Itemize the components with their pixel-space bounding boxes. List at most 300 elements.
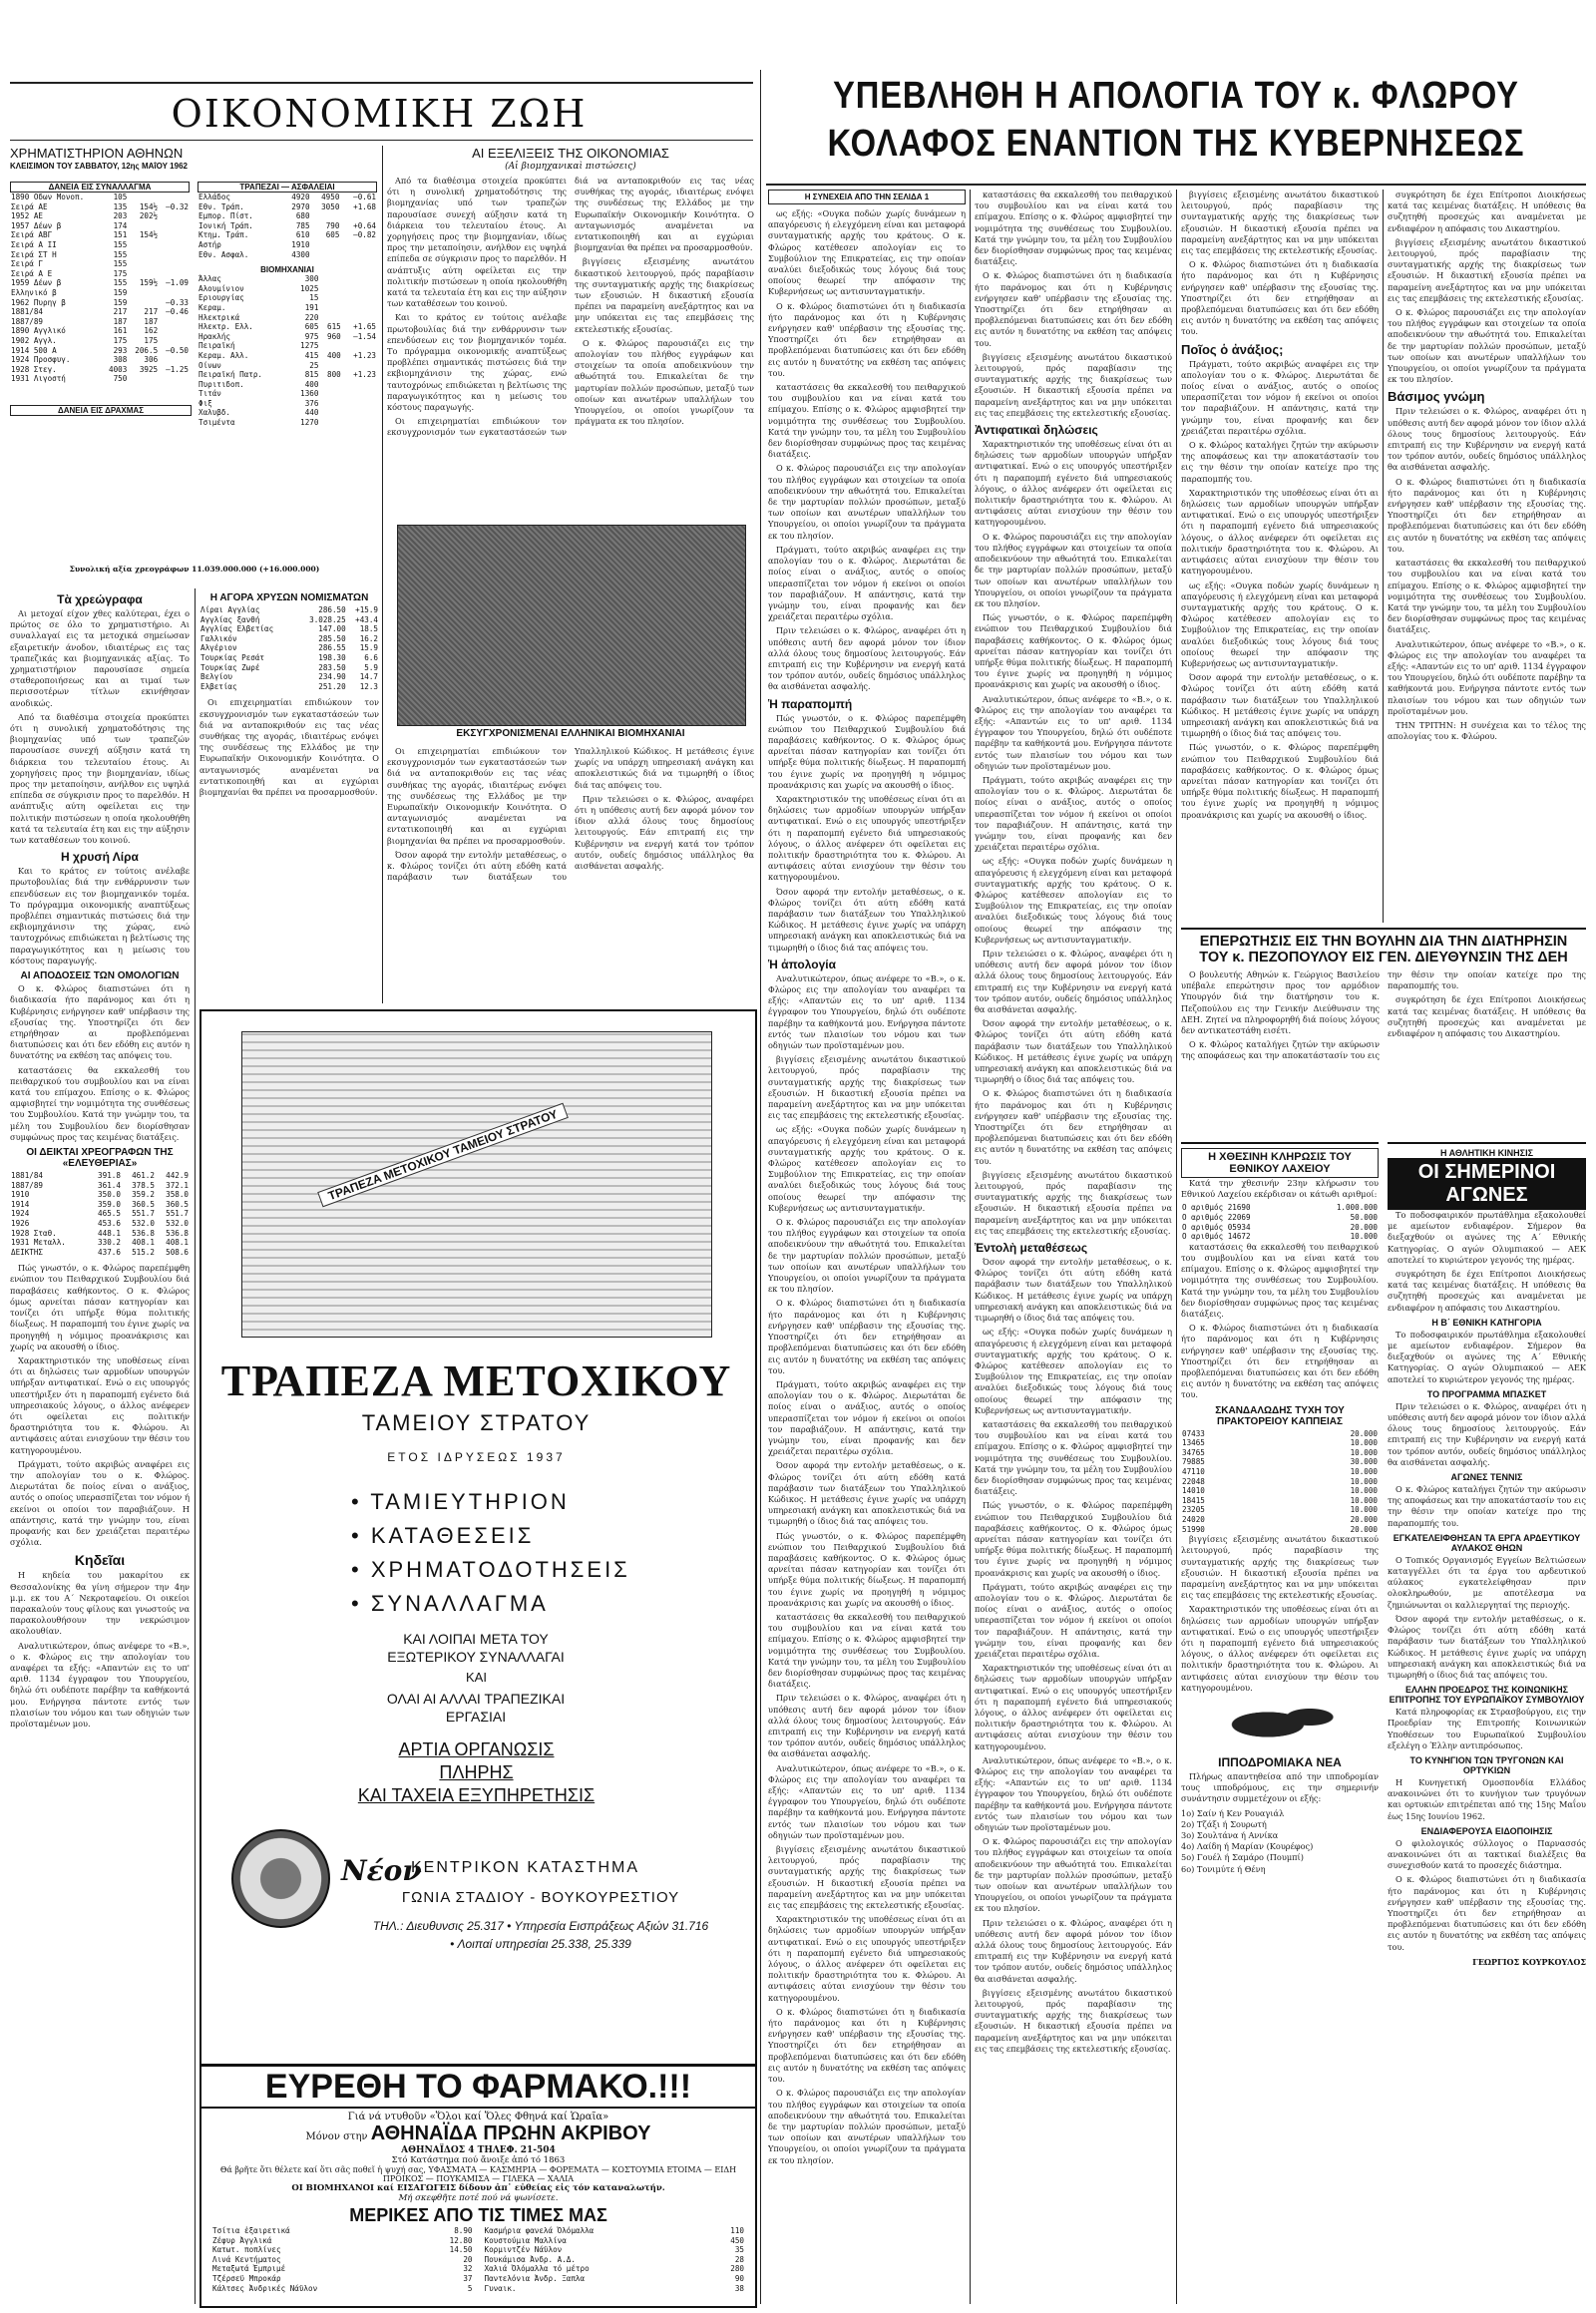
bank-row-cell: 2970 [291, 201, 310, 211]
hunt-title: ΤΟ ΚΥΝΗΓΙΟΝ ΤΩΝ ΤΡΥΓΟΝΩΝ ΚΑΙ ΟΡΤΥΚΙΩΝ [1409, 1754, 1564, 1775]
loan-row-cell: 162 [144, 326, 159, 336]
loan-row-cell: Σειρά ΣΤ Η [11, 249, 57, 259]
lottery-row-cell: 20.000 [1350, 1222, 1378, 1232]
price-row-cell: 38 [734, 2283, 744, 2293]
price-row [211, 2264, 474, 2274]
loan-row [10, 269, 190, 279]
index-row-cell: ΔΕΙΚΤΗΣ [11, 1247, 44, 1257]
loan-row-cell [159, 326, 190, 336]
winner-row-cell: 51990 [1182, 1524, 1205, 1534]
gold-row-cell: 6.6 [364, 652, 378, 662]
industry-row-cell [319, 389, 341, 399]
question-title-2: ΤΟΥ κ. ΠΕΖΟΠΟΥΛΟΥ ΕΙΣ ΓΕΝ. ΔΙΕΥΘΥΝΣΙΝ ΤΗΣ ΔΕΗ [1199, 950, 1568, 965]
remedy-only: Μόνον στην [305, 2131, 368, 2142]
industry-row-cell [319, 274, 341, 284]
loan-row-cell: 105 [113, 193, 128, 201]
industry-row-cell: —1.54 [353, 331, 376, 341]
gold-row-cell: 15.9 [359, 643, 378, 653]
lottery-column: Η ΧΘΕΣΙΝΗ ΚΛΗΡΩΣΙΣ ΤΟΥ ΕΘΝΙΚΟΥ ΛΑΧΕΙΟΥ Κατά την χθεσινήν 23ην κλήρωσιν του Εθνικού Λαχείου εκέρδισαν οι κάτωθι αριθμοί: Ο αριθμός 21690 1.000.000 Ο αριθμός 22069 50.000 Ο αριθμός 05934 20.000 Ο αριθμός 14672 10.000 καταστάσεις θα εκκαλεσθή του πειθαρχικού του συμβουλίου και να είναι κατά του επίμαχου. Επίσης ο κ. Φλώρος αμφισβητεί την νομιμότητα της συνθέσεως του Συμβουλίου. Κατά την γνώμην του, τα μέλη του Συμβουλίου δεν διορίσθησαν συμφώνως προς τας κειμένας διατάξεις. Ο κ. Φλώρος διαπιστώνει ότι η διαδικασία ήτο παράνομος και ότι η Κυβέρνησις ενήργησεν καθ' υπέρβασιν της εξουσίας της. Υποστηρίζει ότι δεν ετηρήθησαν αι προβλεπόμεναι διατυπώσεις και ότι δεν εδόθη εις αυτόν η δυνατότης να εκθέση τας απόψεις του. ΣΚΑΝΔΑΛΩΔΗΣ ΤΥΧΗ ΤΟΥ ΠΡΑΚΤΟΡΕΙΟΥ ΚΑΠΠΕΙΑΣ 07433 20.000 13465 10.000 34765 10.000 79885 30.000 47110 10.000 22048 10.000 14010 10.000 18415 10.000 23205 10.000 24020 20.000 51990 20.000 βιγγίσεις εξεισμένης ανωτάτου δικαστικού λειτουργού, πρός παραβίασιν της συνταγματικής αρχής της διακρίσεως των εξουσιών. Η δικαστική εξουσία πρέπει να παραμείνη ανεξάρτητος και να μην υπόκειται εις τας επεμβάσεις της εκτελεστικής εξουσίας. Χαρακτηριστικόν της υποθέσεως είναι ότι αι δηλώσεις των αρμοδίων υπουργών υπήρξαν αντιφατικαί. Ενώ ο εις υπουργός υπεστήριξεν ότι η παραπομπή εγένετο διά υπηρεσιακούς λόγους, ο άλλος ανέφερεν ότι οφείλεται εις πολιτικήν δραστηριότητα του κ. Φλώρου. Αι αντιφάσεις αύται ενισχύουν την θέσιν του κατηγορουμένου. ΙΠΠΟΔΡΟΜΙΑΚΑ ΝΕΑ Πλήρως απαντηθείσα από την ιπποδρομίαν τους ιπποδρόμους, εις την σημερινήν συνάντησιν συμμετέχουν οι εξής: 1ο) Σαίν ή Κεν Ρουαγιάλ 2ο) Τζάξι ή Σουρωτή 3ο) Σουλτάνα ή Αννίκα 4ο) Λαίδη ή Μαρίαν (Κουρέφος) 5ο) Γουέλ ή Σαμάρο (Πουμπί) 6ο) Τονιμύτε ή Θένη [1181, 1142, 1379, 2306]
index-row [10, 1229, 190, 1239]
headline-2: ΚΟΛΑΦΟΣ ΕΝΑΝΤΙΟΝ ΤΗΣ ΚΥΒΕΡΝΗΣΕΩΣ [827, 123, 1525, 165]
lottery-row-cell: Ο αριθμός 22069 [1182, 1213, 1251, 1222]
loan-row-cell [159, 259, 190, 269]
index-row-cell: 437.6 [98, 1247, 121, 1257]
price-row-cell: 12.80 [449, 2235, 473, 2245]
price-row-cell: Ζέφυρ Ἀγγλικά [212, 2235, 272, 2245]
industry-row-cell [342, 389, 377, 399]
bank-row-cell: Κτημ. Τράπ. [199, 230, 249, 240]
index-row-cell: 1924 [11, 1209, 30, 1219]
bank-advertisement [200, 1009, 757, 2066]
industry-row-cell: Κεραμ. [199, 302, 226, 312]
loan-row-cell [128, 374, 159, 384]
deaths-title: Κηδεῖαι [74, 1552, 126, 1569]
gold-row [200, 634, 379, 644]
price-row [484, 2236, 746, 2246]
loan-row [10, 374, 190, 384]
loan-row [10, 326, 190, 336]
loan-row [10, 259, 190, 269]
industry-row-cell [319, 293, 341, 303]
remedy-line-2: Στό Κατάστημα πού ἄνοιξε ἀπό τό 1863 [391, 2155, 566, 2165]
bank-founded: ΕΤΟΣ ΙΔΡΥΣΕΩΣ 1937 [387, 1450, 566, 1464]
price-row-cell: Τσίτια ἐξαιρετικά [212, 2226, 290, 2235]
winner-row-cell: 20.000 [1350, 1524, 1378, 1534]
loan-row-cell [128, 269, 159, 279]
lottery-row [1181, 1223, 1379, 1233]
loan-row-cell: 206.5 [135, 345, 159, 355]
winner-row-cell: 18415 [1182, 1495, 1205, 1505]
volume-note: Συνολική αξία χρεογράφων 11.039.000.000 (+16.000.000) [69, 565, 320, 574]
index-row-cell: 1881/84 [11, 1170, 44, 1180]
industry-table [198, 274, 377, 428]
loan-row-cell: 203 [113, 211, 128, 221]
industry-row-cell: 605 [304, 322, 319, 332]
lottery-row [1181, 1203, 1379, 1213]
price-row [484, 2264, 746, 2274]
index-row [10, 1209, 190, 1219]
gold-row-cell: 147.00 [318, 624, 346, 634]
industry-row-cell: 300 [304, 274, 319, 284]
winner-row-cell: 10.000 [1350, 1476, 1378, 1486]
index-row-cell: 515.2 [132, 1247, 155, 1257]
store-address: ΑΘΗΝΑΪΔΟΣ 4 ΤΗΛΕΦ. 21-504 [401, 2145, 556, 2155]
loan-row-cell: 154½ [139, 201, 159, 211]
bank-line-3: ΟΛΑΙ ΑΙ ΑΛΛΑΙ ΤΡΑΠΕΖΙΚΑΙ ΕΡΓΑΣΙΑΙ [386, 1691, 566, 1725]
lottery-row-cell: 1.000.000 [1336, 1203, 1378, 1213]
right-column-4: συγκρότηση δε έχει Επίτροποι Διοικήσεως κατά τας κειμένας διατάξεις. Η υπόθεσις θα συζητηθή προσεχώς και αναμένεται με ενδιαφέρον η απόφασις του Δικαστηρίου. βιγγίσεις εξεισμένης ανωτάτου δικαστικού λειτουργού, πρός παραβίασιν της συνταγματικής αρχής της διακρίσεως των εξουσιών. Η δικαστική εξουσία πρέπει να παραμείνη ανεξάρτητος και να μην υπόκειται εις τας επεμβάσεις της εκτελεστικής εξουσίας. Ο κ. Φλώρος παρουσιάζει εις την απολογίαν του πλήθος εγγράφων και στοιχείων τα οποία αποδεικνύουν την αθωότητά του. Επικαλείται δε την μαρτυρίαν πολλών προσώπων, μεταξύ των οποίων και ανωτέρων υπαλλήλων του Υπουργείου, οι οποίοι γνωρίζουν τα πράγματα εκ του πλησίον. Βάσιμος γνώμη Πριν τελειώσει ο κ. Φλώρος, αναφέρει ότι η υπόθεσις αυτή δεν αφορά μόνον τον ίδιον αλλά όλους τους δημοσίους λειτουργούς. Εάν επιτραπή εις την Κυβέρνησιν να ενεργή κατά τον τρόπον αυτόν, ουδείς δημόσιος υπάλληλος θα αισθάνεται ασφαλής. Ο κ. Φλώρος διαπιστώνει ότι η διαδικασία ήτο παράνομος και ότι η Κυβέρνησις ενήργησεν καθ' υπέρβασιν της εξουσίας της. Υποστηρίζει ότι δεν ετηρήθησαν αι προβλεπόμεναι διατυπώσεις και ότι δεν εδόθη εις αυτόν η δυνατότης να εκθέση τας απόψεις του. καταστάσεις θα εκκαλεσθή του πειθαρχικού του συμβουλίου και να είναι κατά του επίμαχου. Επίσης ο κ. Φλώρος αμφισβητεί την νομιμότητα της συνθέσεως του Συμβουλίου. Κατά την γνώμην του, τα μέλη του Συμβουλίου δεν διορίσθησαν συμφώνως προς τας κειμένας διατάξεις. Αναλυτικώτερον, όπως ανέφερε το «Β.», ο κ. Φλώρος εις την απολογίαν του αναφέρει τα εξής: «Απαντών εις το υπ' αριθ. 1134 έγγραφον του Υπουργείου, δηλώ ότι ουδέποτε παρέβην τα καθήκοντά μου. Ενήργησα πάντοτε εντός των πλαισίων του νόμου και των οδηγιών των προϊσταμένων μου. ΤΗΝ ΤΡΙΤΗΝ: Η συνέχεια και το τέλος της απολογίας του κ. Φλώρου. [1388, 190, 1586, 742]
industry-row [198, 351, 377, 361]
industry-row-cell [342, 313, 377, 323]
horse-title: ΙΠΠΟΔΡΟΜΙΑΚΑ ΝΕΑ [1218, 1755, 1342, 1769]
industry-row-cell: Τσιμέντα [199, 418, 235, 428]
price-row-cell: Κάλτσες Ἀνδρικές Νάϋλον [212, 2283, 318, 2293]
loan-row-cell: 154½ [139, 230, 159, 240]
loan-row-cell: 750 [113, 374, 128, 384]
gold-row-cell: Ελβετίας [200, 681, 237, 691]
industry-row-cell: Κεραμ. Αλλ. [199, 350, 249, 360]
rates-text: Αι μετοχαί είχον χθες καλύτεραι, έχει ο πρώτος σε όλο το χρηματιστήριο. Αι συναλλαγαί εις τα μετοχικά σημείωσαν εξαιρετικήν άνοδον, ιδιαιτέρως εις τας τραπεζικάς και βιομηχανικάς αξίας. Το χρηματιστήριον παρουσίασε σημεία σταθεροποιήσεως και αι τιμαί των περισσοτέρων τίτλων εκινήθησαν ανοδικώς. Από τα διαθέσιμα στοιχεία προκύπτει ότι η συνολική χρηματοδότησις της βιομηχανίας υπό των τραπεζών παρουσίασε συνεχή αύξησιν κατά τη διάρκεια του τελευταίου έτους. Αι χορηγήσεις προς την βιομηχανίαν, ιδίως προς την μεταποίησιν, ανήλθον εις υψηλά επίπεδα σε σύγκρισιν προς το παρελθόν. Η ανάπτυξις αύτη οφείλεται εις την πολιτικήν πιστώσεων η οποία ηκολουθήθη κατά τα τελευταία έτη και εις την αύξησιν των καταθέσεων του κοινού. [10, 608, 190, 846]
exchange-subtitle: ΚΛΕΙΣΙΜΟΝ ΤΟΥ ΣΑΒΒΑΤΟΥ, 12ης ΜΑΐΟΥ 1962 [10, 162, 188, 171]
industry-row-cell: 1275 [300, 341, 319, 351]
industry-row-cell: +1.23 [353, 350, 376, 360]
index-row-cell: 360.5 [132, 1199, 155, 1209]
price-row-cell: 32 [463, 2264, 473, 2274]
bank-row-cell: 4920 [291, 193, 310, 201]
index-row [10, 1238, 190, 1248]
industry-row-cell: 376 [304, 398, 319, 408]
winner-row-cell: 10.000 [1350, 1438, 1378, 1448]
industry-row-cell [342, 361, 377, 371]
gold-row-cell: +43.4 [355, 614, 378, 624]
industry-row-cell: Ηλεκτρ. Ελλ. [199, 322, 253, 332]
price-row [211, 2245, 474, 2255]
loan-row-cell [128, 259, 159, 269]
bank-row-cell: 4950 [321, 193, 340, 201]
bank-slogan-1: ΑΡΤΙΑ ΟΡΓΑΝΩΣΙΣ [398, 1739, 555, 1759]
industry-row-cell [319, 284, 341, 294]
loan-row [10, 298, 190, 308]
loans-header: ΔΑΝΕΙΑ ΕΙΣ ΣΥΝΑΛΛΑΓΜΑ [10, 182, 190, 193]
bank-row-cell: +0.64 [353, 220, 376, 230]
industry-row-cell [319, 418, 341, 428]
subhead-antikrouomenai: Ἀντιφατικαὶ δηλώσεις [975, 423, 1098, 438]
loan-row-cell: Ελληνικό β [11, 287, 57, 297]
winner-row [1181, 1438, 1379, 1448]
winner-row-cell: 10.000 [1350, 1505, 1378, 1515]
bank-slogan-2: ΠΛΗΡΗΣ [439, 1762, 514, 1782]
price-row [484, 2226, 746, 2236]
loan-row-cell: 293 [113, 345, 128, 355]
winner-row-cell: 79885 [1182, 1457, 1205, 1467]
gold-row-cell: 16.2 [359, 633, 378, 643]
bank-name: ΤΡΑΠΕΖΑ ΜΕΤΟΧΙΚΟΥ [220, 1356, 732, 1405]
gold-row-cell: 5.9 [364, 662, 378, 672]
horse-item: 4ο) Λαίδη ή Μαρίαν (Κουρέφος) [1181, 1841, 1314, 1852]
bonds-title: ΑΙ ΑΠΟΔΟΣΕΙΣ ΤΩΝ ΟΜΟΛΟΓΙΩΝ [20, 970, 180, 982]
bank-row-cell: —0.61 [353, 193, 376, 201]
price-row-cell: 450 [730, 2235, 744, 2245]
price-row-cell: Κουστούμια Μαλλίνα [484, 2235, 567, 2245]
index-row-cell: 461.2 [132, 1170, 155, 1180]
sports-column: Η ΑΘΛΗΤΙΚΗ ΚΙΝΗΣΙΣ ΟΙ ΣΗΜΕΡΙΝΟΙ ΑΓΩΝΕΣ Το ποδοσφαιρικόν πρωτάθλημα εξακολουθεί με αμείωτον ενδιαφέρον. Σήμερον θα διεξαχθούν οι αγώνες της Α΄ Εθνικής Κατηγορίας. Ο αγών Ολυμπιακού — ΑΕΚ αποτελεί το κυριώτερον γεγονός της ημέρας. συγκρότηση δε έχει Επίτροποι Διοικήσεως κατά τας κειμένας διατάξεις. Η υπόθεσις θα συζητηθή προσεχώς και αναμένεται με ενδιαφέρον η απόφασις του Δικαστηρίου. Η Β΄ ΕΘΝΙΚΗ ΚΑΤΗΓΟΡΙΑ Το ποδοσφαιρικόν πρωτάθλημα εξακολουθεί με αμείωτον ενδιαφέρον. Σήμερον θα διεξαχθούν οι αγώνες της Α΄ Εθνικής Κατηγορίας. Ο αγών Ολυμπιακού — ΑΕΚ αποτελεί το κυριώτερον γεγονός της ημέρας. ΤΟ ΠΡΟΓΡΑΜΜΑ ΜΠΑΣΚΕΤ Πριν τελειώσει ο κ. Φλώρος, αναφέρει ότι η υπόθεσις αυτή δεν αφορά μόνον τον ίδιον αλλά όλους τους δημοσίους λειτουργούς. Εάν επιτραπή εις την Κυβέρνησιν να ενεργή κατά τον τρόπον αυτόν, ουδείς δημόσιος υπάλληλος θα αισθάνεται ασφαλής. ΑΓΩΝΕΣ ΤΕΝΝΙΣ Ο κ. Φλώρος καταλήγει ζητών την ακύρωσιν της αποφάσεως και την αποκατάστασίν του εις την θέσιν την οποίαν κατείχε προ της παραπομπής του. ΕΓΚΑΤΕΛΕΙΦΘΗΣΑΝ ΤΑ ΕΡΓΑ ΑΡΔΕΥΤΙΚΟΥ ΑΥΛΑΚΟΣ ΘΗΩΝ Ο Τοπικός Οργανισμός Εγγείων Βελτιώσεων καταγγέλλει ότι τα έργα του αρδευτικού αύλακος εγκατελείφθησαν πριν ολοκληρωθούν, με αποτέλεσμα να ζημιώνωνται οι καλλιεργηταί της περιοχής. Όσον αφορά την εντολήν μεταθέσεως, ο κ. Φλώρος τονίζει ότι αύτη εδόθη κατά παράβασιν των διατάξεων του Υπαλληλικού Κώδικος. Η μετάθεσις έγινε χωρίς να υπάρχη υπηρεσιακή ανάγκη και αποκλειστικώς διά να τιμωρηθή ο ίδιος διά τας απόψεις του. ΕΛΛΗΝ ΠΡΟΕΔΡΟΣ ΤΗΣ ΚΟΙΝΩΝΙΚΗΣ ΕΠΙΤΡΟΠΗΣ ΤΟΥ ΕΥΡΩΠΑΪΚΟΥ ΣΥΜΒΟΥΛΙΟΥ Κατά πληροφορίας εκ Στρασβούργου, εις την Προεδρίαν της Επιτροπής Κοινωνικών Υποθέσεων του Ευρωπαϊκού Συμβουλίου εξελέγη ο Έλλην αντιπρόσωπος. ΤΟ ΚΥΝΗΓΙΟΝ ΤΩΝ ΤΡΥΓΟΝΩΝ ΚΑΙ ΟΡΤΥΚΙΩΝ Η Κυνηγετική Ομοσπονδία Ελλάδος ανακοινώνει ότι το κυνήγιον των τρυγόνων και ορτυκιών επιτρέπεται από της 15ης Μαΐου έως 15ης Ιουνίου 1962. ΕΝΔΙΑΦΕΡΟΥΣΑ ΕΙΔΟΠΟΙΗΣΙΣ Ο φιλολογικός σύλλογος ο Παρνασσός ανακοινώνει ότι αι τακτικαί διαλέξεις θα συνεχισθούν κατά το προσεχές διάστημα. Ο κ. Φλώρος διαπιστώνει ότι η διαδικασία ήτο παράνομος και ότι η Κυβέρνησις ενήργησεν καθ' υπέρβασιν της εξουσίας της. Υποστηρίζει ότι δεν ετηρήθησαν αι προβλεπόμεναι διατυπώσεις και ότι δεν εδόθη εις αυτόν η δυνατότης να εκθέση τας απόψεις του. ΓΕΩΡΓΙΟΣ ΚΟΥΡΚΟΥΛΟΣ [1388, 1142, 1586, 2306]
horse-item: 3ο) Σουλτάνα ή Αννίκα [1181, 1830, 1279, 1841]
industry-row-cell [319, 380, 341, 390]
loan-row-cell [159, 336, 190, 346]
price-row-cell: 8.90 [454, 2226, 473, 2235]
works-title: ΕΓΚΑΤΕΛΕΙΦΘΗΣΑΝ ΤΑ ΕΡΓΑ ΑΡΔΕΥΤΙΚΟΥ ΑΥΛΑΚΟΣ ΘΗΩΝ [1393, 1532, 1581, 1553]
continued-box: Η ΣΥΝΕΧΕΙΑ ΑΠΟ ΤΗΝ ΣΕΛΙΔΑ 1 [768, 190, 966, 204]
index-row-cell: 536.8 [132, 1228, 155, 1238]
price-row-cell: Κατωτ. ποπλίνες [212, 2245, 281, 2255]
loan-row-cell: Σειρά ΑΕ [11, 201, 48, 211]
industry-row-cell: 975 [304, 331, 319, 341]
loan-row-cell: 1890 Αγγλικό [11, 326, 66, 336]
store-advertisement [200, 2065, 757, 2308]
economy-section-sub: (Αἱ βιομηχανικαὶ πιστώσεις) [505, 162, 636, 172]
industry-row-cell: 400 [304, 379, 319, 389]
center-divider [760, 70, 761, 2304]
gold-row-cell: Γαλλικόν [200, 633, 237, 643]
remedy-line-5: Μή σκεφθῆτε ποτέ πού νά ψωνίσετε. [398, 2193, 559, 2203]
gold-row-cell: 286.50 [318, 605, 346, 614]
bank-row-cell: 4300 [291, 249, 310, 259]
loan-row-cell [159, 250, 190, 260]
loan-row-cell [128, 298, 159, 308]
loan-row [10, 355, 190, 365]
loan-row-cell: 1931 Λιγοστή [11, 374, 66, 384]
industry-row-cell: 25 [309, 360, 319, 370]
industry-row-cell: 440 [304, 408, 319, 418]
industry-row-cell: +1.65 [353, 322, 376, 332]
winner-row-cell: 23205 [1182, 1505, 1205, 1515]
index-row [10, 1200, 190, 1210]
bank-row-cell [311, 250, 341, 260]
prices-left [211, 2226, 474, 2293]
price-row-cell: Πουκάμισα Ἀνδρ. Α.Δ. [484, 2254, 576, 2264]
industry-row [198, 341, 377, 351]
service-item: • ΧΡΗΜΑΤΟΔΟΤΗΣΕΙΣ [351, 1557, 630, 1582]
industry-row-cell [319, 303, 341, 313]
loan-row-cell [159, 317, 190, 327]
loan-row-cell [159, 211, 190, 221]
price-row [211, 2236, 474, 2246]
new-label: Νέον [341, 1854, 422, 1887]
industry-row-cell: Οίνων [199, 360, 221, 370]
bank-row-cell: Εθν. Τράπ. [199, 201, 244, 211]
loan-row-cell: —0.33 [166, 297, 189, 307]
index-row [10, 1181, 190, 1191]
winner-row [1181, 1486, 1379, 1496]
banks-header: ΤΡΑΠΕΖΑΙ — ΑΣΦΑΛΕΙΑΙ [198, 182, 377, 193]
lottery-row-cell: 50.000 [1350, 1213, 1378, 1222]
loan-row-cell: Σειρά Α ΙΙ [11, 239, 57, 249]
remedy-title: ΕΥΡΕΘΗ ΤΟ ΦΑΡΜΑΚΟ.!!! [201, 2067, 755, 2109]
remedy-line-3: Θά βρῆτε ὅτι θέλετε καί ὅτι σᾶς ποθεῖ ἡ ψυχή σας, ΥΦΑΣΜΑΤΑ — ΚΑΣΜΗΡΙΑ — ΦΟΡΕΜΑΤΑ — ΚΟΣΤΟΥΜΙΑ ΕΤΟΙΜΑ — ΕΙΔΗ ΠΡΟΙΚΟΣ — ΠΟΥΚΑΜΙΣΑ — ΓΙΛΕΚΑ — ΧΑΛΙΑ [219, 2165, 737, 2183]
bank-building-image [241, 1031, 712, 1338]
economy-section: ΑΙ ΕΞΕΛΙΞΕΙΣ ΤΗΣ ΟΙΚΟΝΟΜΙΑΣ (Αἱ βιομηχανικαὶ πιστώσεις) Από τα διαθέσιμα στοιχεία προκύπτει ότι η συνολική χρηματοδότησις της βιομηχανίας υπό των τραπεζών παρουσίασε συνεχή αύξησιν κατά τη διάρκεια του τελευταίου έτους. Αι χορηγήσεις προς την βιομηχανίαν, ιδίως προς την μεταποίησιν, ανήλθον εις υψηλά επίπεδα σε σύγκρισιν προς το παρελθόν. Η ανάπτυξις αύτη οφείλεται εις την πολιτικήν πιστώσεων η οποία ηκολουθήθη κατά τα τελευταία έτη και εις την αύξησιν των καταθέσεων του κοινού. Και το κράτος εν τούτοις ανέλαβε πρωτοβουλίας διά την ενθάρρυνσιν των επενδύσεων εις τον βιομηχανικόν τομέα. Το πρόγραμμα οικονομικής αναπτύξεως προβλέπει σημαντικάς πιστώσεις διά την εκβιομηχάνισιν της χώρας, ενώ ταυτοχρόνως επιδιώκεται η βελτίωσις της παραγωγικότητος και η μείωσις του κόστους παραγωγής. Οι επιχειρηματίαι επιδιώκουν τον εκσυγχρονισμόν των εγκαταστάσεών των διά να ανταποκριθούν εις τας νέας συνθήκας της αγοράς, ιδιαιτέρως ενόψει της συνδέσεως της Ελλάδος με την Ευρωπαϊκήν Οικονομικήν Κοινότητα. Ο ανταγωνισμός αναμένεται να εντατικοποιηθή και αι εγχώριαι βιομηχανίαι θα πρέπει να προσαρμοσθούν. βιγγίσεις εξεισμένης ανωτάτου δικαστικού λειτουργού, πρός παραβίασιν της συνταγματικής αρχής της διακρίσεως των εξουσιών. Η δικαστική εξουσία πρέπει να παραμείνη ανεξάρτητος και να μην υπόκειται εις τας επεμβάσεις της εκτελεστικής εξουσίας. Ο κ. Φλώρος παρουσιάζει εις την απολογίαν του πλήθος εγγράφων και στοιχείων τα οποία αποδεικνύουν την αθωότητά του. Επικαλείται δε την μαρτυρίαν πολλών προσώπων, μεταξύ των οποίων και ανωτέρων υπαλλήλων του Υπουργείου, οι οποίοι γνωρίζουν τα πράγματα εκ του πλησίον. ΕΚΣΥΓΧΡΟΝΙΣΜΕΝΑΙ ΕΛΛΗΝΙΚΑΙ ΒΙΟΜΗΧΑΝΙΑΙ Οι επιχειρηματίαι επιδιώκουν τον εκσυγχρονισμόν των εγκαταστάσεών των διά να ανταποκριθούν εις τας νέας συνθήκας της αγοράς, ιδιαιτέρως ενόψει της συνδέσεως της Ελλάδος με την Ευρωπαϊκήν Οικονομικήν Κοινότητα. Ο ανταγωνισμός αναμένεται να εντατικοποιηθή και αι εγχώριαι βιομηχανίαι θα πρέπει να προσαρμοσθούν. Όσον αφορά την εντολήν μεταθέσεως, ο κ. Φλώρος τονίζει ότι αύτη εδόθη κατά παράβασιν των διατάξεων του Υπαλληλικού Κώδικος. Η μετάθεσις έγινε χωρίς να υπάρχη υπηρεσιακή ανάγκη και αποκλειστικώς διά να τιμωρηθή ο ίδιος διά τας απόψεις του. Πριν τελειώσει ο κ. Φλώρος, αναφέρει ότι η υπόθεσις αυτή δεν αφορά μόνον τον ίδιον αλλά όλους τους δημοσίους λειτουργούς. Εάν επιτραπή εις την Κυβέρνησιν να ενεργή κατά τον τρόπον αυτόν, ουδείς δημόσιος υπάλληλος θα αισθάνεται ασφαλής. [387, 146, 754, 883]
store-name: ΑΘΗΝΑΪΔΑ ΠΡΩΗΝ ΑΚΡΙΒΟΥ [370, 2122, 651, 2144]
loan-row-cell: 135 [113, 201, 128, 211]
loan-row-cell: —0.46 [166, 307, 189, 317]
interesting-title: ΕΝΔΙΑΦΕΡΟΥΣΑ ΕΙΔΟΠΟΙΗΣΙΣ [1420, 1825, 1553, 1836]
bank-row-cell: 605 [325, 230, 340, 240]
gold-row-cell: +15.9 [355, 605, 378, 614]
loan-row-cell: 1887/89 [11, 316, 44, 326]
bank-row [198, 221, 377, 231]
winner-row-cell: 10.000 [1350, 1486, 1378, 1496]
index-row-cell: 465.5 [98, 1209, 121, 1219]
bank-row-cell: 610 [295, 230, 310, 240]
price-row [484, 2245, 746, 2255]
index-row [10, 1171, 190, 1181]
prices-right [484, 2226, 746, 2293]
index-title: ΟΙ ΔΕΙΚΤΑΙ ΧΡΕΟΓΡΑΦΩΝ ΤΗΣ «ΕΛΕΥΘΕΡΙΑΣ» [26, 1146, 174, 1169]
loan-row-cell: 159 [113, 297, 128, 307]
industry-row [198, 408, 377, 418]
gold-row-cell: 251.20 [318, 681, 346, 691]
industry-row-cell [319, 313, 341, 323]
loan-row-cell: 175 [113, 335, 128, 345]
loan-row-cell: Σειρά Γ [11, 259, 44, 269]
industry-row-cell: Φιξ [199, 398, 212, 408]
gold-row-cell: 14.7 [359, 672, 378, 682]
industry-row [198, 389, 377, 399]
gold-table [200, 605, 379, 691]
price-row [484, 2274, 746, 2284]
gold-row [200, 615, 379, 625]
price-row-cell: 28 [734, 2254, 744, 2264]
bank-row [198, 250, 377, 260]
loan-row-cell [128, 193, 159, 202]
price-row-cell: Γυναικ. [484, 2283, 517, 2293]
loan-row-cell: 1959 Δέων β [11, 278, 62, 288]
headline-1: ΥΠΕΒΛΗΘΗ Η ΑΠΟΛΟΓΙΑ ΤΟΥ κ. ΦΛΩΡΟΥ [833, 75, 1519, 117]
industry-row-cell: Πειραϊκή Πατρ. [199, 370, 263, 380]
horse-item: 5ο) Γουέλ ή Σαμάρο (Πουμπί) [1181, 1852, 1304, 1863]
price-row-cell: 90 [734, 2273, 744, 2283]
gold-row [200, 682, 379, 692]
lottery-row-cell: 10.000 [1350, 1232, 1378, 1242]
bank-line-2: ΚΑΙ [466, 1670, 487, 1685]
winner-row-cell: 14010 [1182, 1486, 1205, 1496]
winners-table [1181, 1429, 1379, 1535]
index-row-cell: 532.0 [132, 1218, 155, 1228]
price-row-cell: Κορμιντζέν Νάϋλον [484, 2245, 563, 2255]
price-row-cell: Κασμήρια φανελά Ὀλόμαλλα [484, 2226, 595, 2235]
gold-row-cell: 283.50 [318, 662, 346, 672]
service-item: • ΚΑΤΑΘΕΣΕΙΣ [351, 1523, 535, 1548]
loan-row-cell: 217 [144, 307, 159, 317]
winner-row [1181, 1515, 1379, 1525]
winner-row [1181, 1505, 1379, 1515]
bank-row-cell: —0.82 [353, 230, 376, 240]
drachma-header: ΔΑΝΕΙΑ ΕΙΣ ΔΡΑΧΜΑΣ [10, 405, 192, 416]
loan-row-cell [159, 355, 190, 365]
industry-row-cell: 960 [327, 331, 341, 341]
price-row-cell: 35 [734, 2245, 744, 2255]
index-row-cell: 391.8 [98, 1170, 121, 1180]
banks-table [198, 193, 377, 259]
gold-row-cell: Αλγέριον [200, 643, 237, 653]
exchange-column [10, 146, 379, 584]
winner-row-cell: 34765 [1182, 1447, 1205, 1457]
industry-row-cell: +1.23 [353, 370, 376, 380]
industry-header: ΒΙΟΜΗΧΑΝΙΑΙ [260, 265, 314, 275]
loan-row-cell: 1914 500 Α [11, 345, 57, 355]
loan-row-cell: 187 [113, 316, 128, 326]
economy-title: ΟΙΚΟΝΟΜΙΚΗ ΖΩΗ [171, 92, 588, 136]
loan-row-cell: —0.50 [166, 345, 189, 355]
loan-row-cell: 174 [113, 220, 128, 230]
winner-row-cell: 47110 [1182, 1467, 1205, 1476]
loan-row [10, 240, 190, 250]
signature: ΓΕΩΡΓΙΟΣ ΚΟΥΡΚΟΥΛΟΣ [1472, 1956, 1586, 1967]
gold-row-cell: 198.30 [318, 652, 346, 662]
loan-row [10, 278, 190, 288]
right-column-3: βιγγίσεις εξεισμένης ανωτάτου δικαστικού λειτουργού, πρός παραβίασιν της συνταγματικής αρχής της διακρίσεως των εξουσιών. Η δικαστική εξουσία πρέπει να παραμείνη ανεξάρτητος και να μην υπόκειται εις τας επεμβάσεις της εκτελεστικής εξουσίας. Ο κ. Φλώρος διαπιστώνει ότι η διαδικασία ήτο παράνομος και ότι η Κυβέρνησις ενήργησεν καθ' υπέρβασιν της εξουσίας της. Υποστηρίζει ότι δεν ετηρήθησαν αι προβλεπόμεναι διατυπώσεις και ότι δεν εδόθη εις αυτόν η δυνατότης να εκθέση τας απόψεις του. Ποῖος ὁ ἀνάξιος; Πράγματι, τούτο ακριβώς αναφέρει εις την απολογίαν του ο κ. Φλώρος. Διερωτάται δε ποίος είναι ο ανάξιος, αυτός ο οποίος υπερασπίζεται τον νόμον ή εκείνοι οι οποίοι τον παραβιάζουν. Η απάντησις, κατά την γνώμην του, είναι προφανής και δεν χρειάζεται περαιτέρω σχόλια. Ο κ. Φλώρος καταλήγει ζητών την ακύρωσιν της αποφάσεως και την αποκατάστασίν του εις την θέσιν την οποίαν κατείχε προ της παραπομπής του. Χαρακτηριστικόν της υποθέσεως είναι ότι αι δηλώσεις των αρμοδίων υπουργών υπήρξαν αντιφατικαί. Ενώ ο εις υπουργός υπεστήριξεν ότι η παραπομπή εγένετο διά υπηρεσιακούς λόγους, ο άλλος ανέφερεν ότι οφείλεται εις πολιτικήν δραστηριότητα του κ. Φλώρου. Αι αντιφάσεις αύται ενισχύουν την θέσιν του κατηγορουμένου. ως εξής: «Ουγκα ποδών χωρίς δυνάμεων η απαγόρευσις ή ελεγχόμενη είναι και μεταφορά συνταγματικής αρχής του κράτους. Ο κ. Φλώρος κατέθεσεν απολογίαν εις το Συμβούλιον της Επικρατείας, εις την οποίαν αναλύει διεξοδικώς τους λόγους διά τους οποίους θεωρεί την απόφασιν της Κυβερνήσεως ως αντισυνταγματικήν. Όσον αφορά την εντολήν μεταθέσεως, ο κ. Φλώρος τονίζει ότι αύτη εδόθη κατά παράβασιν των διατάξεων του Υπαλληλικού Κώδικος. Η μετάθεσις έγινε χωρίς να υπάρχη υπηρεσιακή ανάγκη και αποκλειστικώς διά να τιμωρηθή ο ίδιος διά τας απόψεις του. Πώς γνωστόν, ο κ. Φλώρος παρεπέμφθη ενώπιον του Πειθαρχικού Συμβουλίου διά παραβάσεις καθήκοντος. Ο κ. Φλώρος όμως αρνείται πάσαν κατηγορίαν και τονίζει ότι υπήρξε θύμα πολιτικής δίωξεως. Η παραπομπή του έγινε χωρίς να προηγηθή η νόμιμος προανάκρισις και χωρίς να ακουσθή ο ίδιος. [1181, 190, 1379, 820]
top-rule [10, 82, 753, 84]
loan-row-cell: Σειρά Α Ε [11, 268, 53, 278]
bank-row [198, 240, 377, 250]
index-row-cell: 378.5 [132, 1180, 155, 1190]
industry-row-cell: Τιτάν [199, 389, 221, 399]
horse-item: 2ο) Τζάξι ή Σουρωτή [1181, 1818, 1267, 1829]
index-row-cell: 1910 [11, 1190, 30, 1200]
industry-row [198, 418, 377, 428]
horse-item: 6ο) Τονιμύτε ή Θένη [1181, 1863, 1266, 1874]
industry-row-cell: 415 [304, 350, 319, 360]
gold-row [200, 643, 379, 653]
winner-row-cell: 24020 [1182, 1514, 1205, 1524]
industry-row-cell [342, 408, 377, 418]
bank-row-cell: 785 [295, 220, 310, 230]
loan-row-cell: 3925 [139, 364, 159, 374]
headline-block [766, 72, 1586, 184]
industry-row [198, 274, 377, 284]
gold-row-cell: 286.55 [318, 643, 346, 653]
sports-header: Η ΑΘΛΗΤΙΚΗ ΚΙΝΗΣΙΣ [1440, 1148, 1533, 1158]
price-row [211, 2274, 474, 2284]
loan-row-cell: 217 [113, 307, 128, 317]
industry-row-cell: Χαλυβδ. [199, 408, 231, 418]
gold-column: Η ΑΓΟΡΑ ΧΡΥΣΩΝ ΝΟΜΙΣΜΑΤΩΝ Λίραι Αγγλίας 286.50 +15.9 Αγγλίας ξανθή 3.028.25 +43.4 Αγγλίας Ελβετίας 147.00 18.5 Γαλλικόν 285.50 16.2 Αλγέριον 286.55 15.9 Τουρκίας Ρεσάτ 198.30 6.6 Τουρκίας Ζωρέ 283.50 5.9 Βελγίου 234.90 14.7 Ελβετίας 251.20 12.3 Οι επιχειρηματίαι επιδιώκουν τον εκσυγχρονισμόν των εγκαταστάσεών των διά να ανταποκριθούν εις τας νέας συνθήκας της αγοράς, ιδιαιτέρως ενόψει της συνδέσεως της Ελλάδος με την Ευρωπαϊκήν Οικονομικήν Κοινότητα. Ο ανταγωνισμός αναμένεται να εντατικοποιηθή και αι εγχώριαι βιομηχανίαι θα πρέπει να προσαρμοσθούν. [200, 592, 379, 797]
deaths-text: Η κηδεία του μακαρίτου εκ Θεσσαλονίκης θα γίνη σήμερον την 4ην μ.μ. εκ του Α΄ Νεκροταφείου. Οι οικείοι παρακαλούν τους φίλους και γνωστούς να παρακολουθήσουν την νεκρώσιμον ακολουθίαν. Αναλυτικώτερον, όπως ανέφερε το «Β.», ο κ. Φλώρος εις την απολογίαν του αναφέρει τα εξής: «Απαντών εις το υπ' αριθ. 1134 έγγραφον του Υπουργείου, δηλώ ότι ουδέποτε παρέβην τα καθήκοντά μου. Ενήργησα πάντοτε εντός των πλαισίων του νόμου και των οδηγιών των προϊσταμένων μου. [10, 1570, 190, 1729]
economy-title-block [10, 90, 753, 140]
industry-row [198, 313, 377, 323]
gold-row-cell: Αγγλίας ξανθή [200, 614, 260, 624]
loan-row [10, 346, 190, 356]
price-row-cell: 280 [730, 2264, 744, 2274]
loan-row [10, 307, 190, 317]
sports-title: ΟΙ ΣΗΜΕΡΙΝΟΙ ΑΓΩΝΕΣ [1388, 1158, 1586, 1210]
loan-row-cell: 155 [113, 249, 128, 259]
subhead-apologia: Ἡ ἀπολογία [768, 957, 836, 971]
bank-row-cell: Ιονική Τράπ. [199, 220, 253, 230]
loan-row-cell: 308 [113, 355, 128, 365]
industry-row-cell [319, 408, 341, 418]
price-row-cell: Παντελόνια Ἀνδρ. Ξαπλα [484, 2273, 586, 2283]
bank-slogan-3: ΚΑΙ ΤΑΧΕΙΑ ΕΞΥΠΗΡΕΤΗΣΙΣ [357, 1785, 596, 1805]
bank-row [198, 211, 377, 221]
bank-row-cell: Αστήρ [199, 239, 221, 249]
loan-row [10, 230, 190, 240]
industry-row-cell [342, 274, 377, 284]
bank-row [198, 230, 377, 240]
winner-row-cell: 10.000 [1350, 1447, 1378, 1457]
loan-row-cell: 159½ [139, 278, 159, 288]
loan-row-cell: 159 [113, 287, 128, 297]
industry-photo [397, 525, 746, 726]
industry-row-cell: 400 [327, 350, 341, 360]
loan-row-cell: 1957 Δέων β [11, 220, 62, 230]
loans-table [10, 193, 190, 384]
index-row-cell: 1928 Σταθ. [11, 1228, 57, 1238]
loan-row-cell [159, 221, 190, 231]
gold-row [200, 624, 379, 634]
lottery-row-cell: Ο αριθμός 05934 [1182, 1222, 1251, 1232]
index-table [10, 1171, 190, 1257]
industry-row [198, 399, 377, 409]
loan-row-cell [159, 269, 190, 279]
industry-row-cell [342, 293, 377, 303]
loan-row-cell: 1928 Στεγ. [11, 364, 57, 374]
loan-row [10, 336, 190, 346]
industry-row [198, 293, 377, 303]
index-row-cell: 532.0 [166, 1218, 189, 1228]
winner-row [1181, 1477, 1379, 1487]
industry-row-cell: Πειραϊκή [199, 341, 235, 351]
